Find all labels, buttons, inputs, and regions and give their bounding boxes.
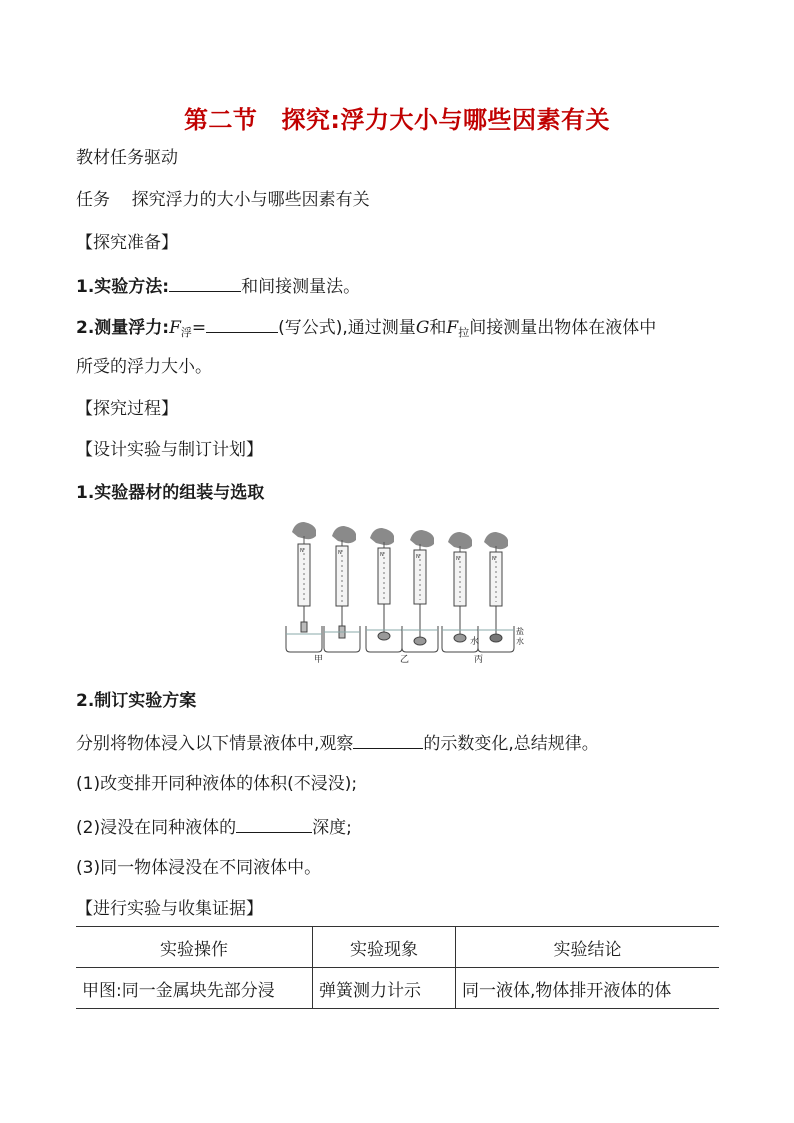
spring-scale-1	[286, 522, 322, 652]
measure-after-blank: (写公式),通过测量	[278, 318, 416, 338]
header-phenomenon: 实验现象	[313, 927, 456, 968]
meter-unit-5: N	[456, 556, 460, 562]
header-conclusion: 实验结论	[456, 927, 720, 968]
method-label: 1.实验方法:	[76, 277, 170, 297]
meter-unit-1: N	[300, 548, 304, 554]
label-water: 水	[470, 637, 480, 647]
meter-unit-3: N	[380, 552, 384, 558]
page-title	[0, 100, 794, 135]
experiment-figure	[270, 522, 530, 664]
label-bing: 丙	[474, 655, 484, 664]
title-topic: 探究:浮力大小与哪些因素有关	[281, 106, 611, 134]
measure-and: 和	[429, 318, 447, 338]
method-line	[76, 273, 360, 299]
label-jia: 甲	[314, 655, 324, 664]
meter-unit-6: N	[492, 556, 496, 562]
table-row	[76, 968, 719, 1009]
method-blank[interactable]	[169, 273, 241, 292]
subscript-pull: 拉	[458, 326, 470, 339]
observe-blank[interactable]	[353, 730, 423, 749]
subscript-float: 浮	[180, 326, 192, 339]
symbol-g: G	[415, 318, 430, 338]
cell-operation: 甲图:同一金属块先部分浸	[76, 968, 313, 1009]
symbol-f-pull: F	[446, 318, 459, 338]
meter-unit-4: N	[416, 554, 420, 560]
equip-heading: 1.实验器材的组装与选取	[76, 483, 265, 503]
task-line: 任务 探究浮力的大小与哪些因素有关	[76, 190, 370, 210]
design-heading: 【设计实验与制订计划】	[76, 440, 263, 460]
measure-line-2: 所受的浮力大小。	[76, 357, 212, 377]
plan-intro-before: 分别将物体浸入以下情景液体中,观察	[76, 734, 354, 754]
plan-heading: 2.制订实验方案	[76, 691, 197, 711]
plan-item-3: (3)同一物体浸没在不同液体中。	[76, 858, 322, 878]
process-heading: 【探究过程】	[76, 399, 178, 419]
measure-tail: 间接测量出物体在液体中	[469, 318, 657, 338]
spring-scale-3	[366, 528, 402, 652]
plan-item-1: (1)改变排开同种液体的体积(不浸没);	[76, 774, 358, 794]
method-after: 和间接测量法。	[241, 277, 361, 297]
spring-scale-2	[324, 526, 360, 652]
symbol-f: F	[169, 318, 181, 338]
driver-heading: 教材任务驱动	[76, 148, 178, 168]
measure-label: 2.测量浮力:	[76, 318, 170, 338]
spring-scale-4	[402, 530, 438, 652]
header-operation: 实验操作	[76, 927, 313, 968]
depth-blank[interactable]	[236, 814, 312, 833]
cell-phenomenon: 弹簧测力计示	[313, 968, 456, 1009]
plan-item-2	[76, 814, 352, 840]
plan-intro-after: 的示数变化,总结规律。	[423, 734, 599, 754]
label-yi: 乙	[400, 655, 410, 664]
experiment-table	[76, 926, 719, 1009]
plan-item-2-after: 深度;	[312, 818, 352, 838]
label-salt-1: 盐	[516, 627, 524, 636]
formula-blank[interactable]	[206, 314, 278, 333]
prep-heading: 【探究准备】	[76, 233, 178, 253]
spring-scale-6	[478, 532, 514, 652]
equals-sign: =	[191, 318, 207, 338]
title-section: 第二节	[183, 106, 258, 134]
plan-item-2-before: (2)浸没在同种液体的	[76, 818, 237, 838]
spring-scale-5	[442, 532, 478, 652]
collect-heading: 【进行实验与收集证据】	[76, 899, 263, 919]
meter-unit-2: N	[338, 550, 342, 556]
label-salt-2: 水	[516, 637, 524, 646]
measure-line	[76, 314, 656, 345]
table-header-row	[76, 927, 719, 968]
cell-conclusion: 同一液体,物体排开液体的体	[456, 968, 720, 1009]
plan-intro	[76, 730, 599, 756]
